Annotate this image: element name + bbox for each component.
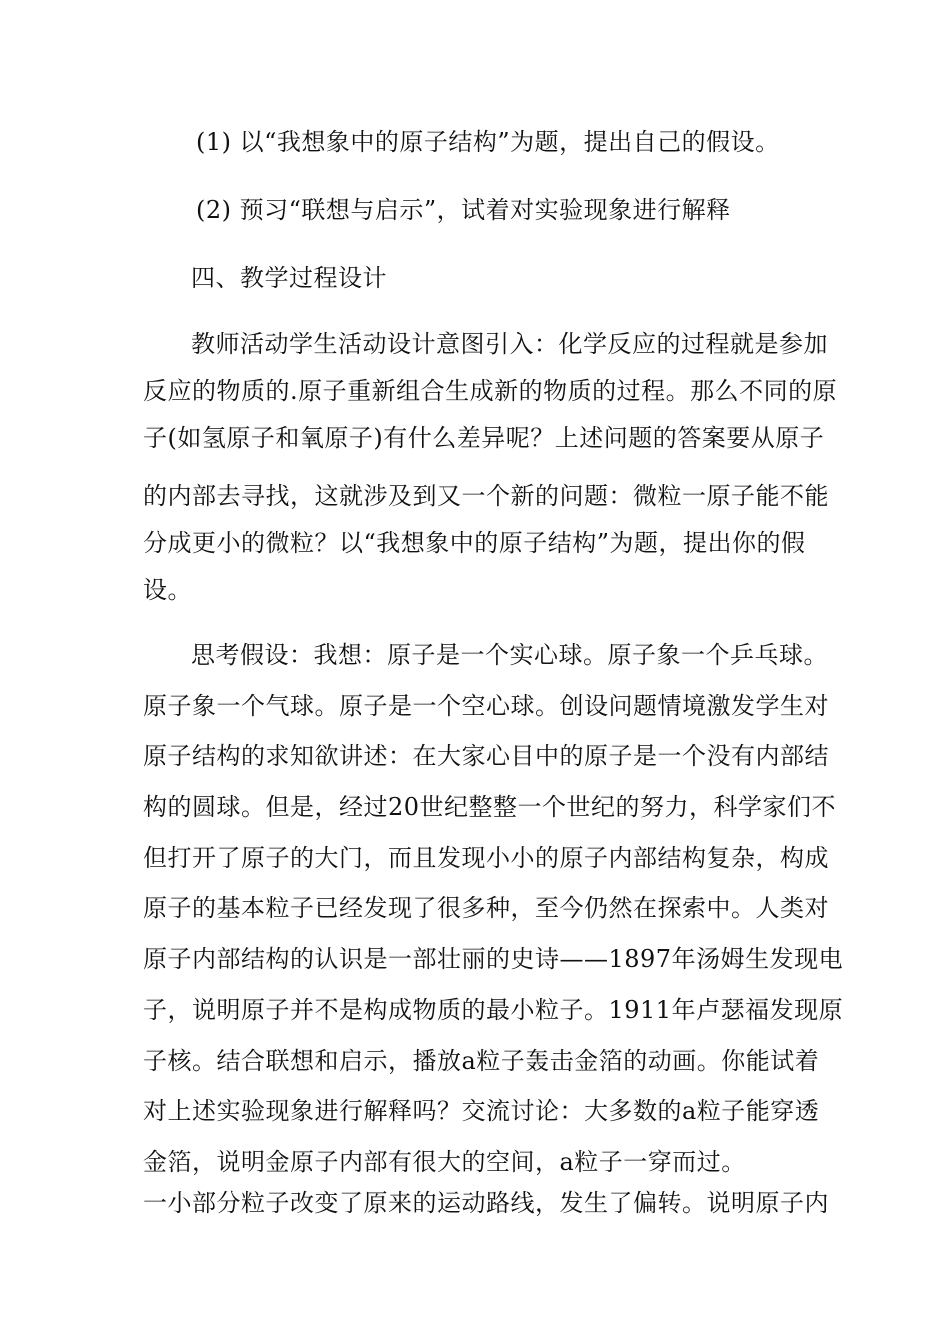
- list-item-1: (1) 以“我想象中的原子结构”为题，提出自己的假设。: [196, 128, 780, 156]
- paragraph-2-line: 构的圆球。但是，经过20世纪整整一个世纪的努力，科学家们不: [143, 793, 837, 821]
- section-heading: 四、教学过程设计: [191, 264, 387, 292]
- paragraph-1-line: 设。: [143, 576, 192, 604]
- paragraph-2-line: 原子结构的求知欲讲述：在大家心目中的原子是一个没有内部结: [143, 742, 829, 770]
- paragraph-1-line: 教师活动学生活动设计意图引入：化学反应的过程就是参加: [191, 330, 828, 358]
- paragraph-2-line: 子，说明原子并不是构成物质的最小粒子。1911年卢瑟福发现原: [143, 996, 844, 1024]
- paragraph-2-line: 子核。结合联想和启示，播放a粒子轰击金箔的动画。你能试着: [143, 1047, 820, 1075]
- paragraph-1-line: 反应的物质的.原子重新组合生成新的物质的过程。那么不同的原: [143, 377, 838, 405]
- paragraph-2-line: 原子象一个气球。原子是一个空心球。创设问题情境激发学生对: [143, 692, 829, 720]
- paragraph-2-line: 原子内部结构的认识是一部壮丽的史诗——1897年汤姆生发现电: [143, 945, 844, 973]
- paragraph-3-line: 一小部分粒子改变了原来的运动路线，发生了偏转。说明原子内: [143, 1189, 829, 1217]
- paragraph-1-line: 分成更小的微粒？以“我想象中的原子结构”为题，提出你的假: [143, 529, 806, 557]
- paragraph-2-line: 金箔，说明金原子内部有很大的空间，a粒子一穿而过。: [143, 1148, 746, 1176]
- paragraph-2-line: 思考假设：我想：原子是一个实心球。原子象一个乒乓球。: [191, 641, 828, 669]
- paragraph-2-line: 但打开了原子的大门，而且发现小小的原子内部结构复杂，构成: [143, 844, 829, 872]
- paragraph-2-line: 原子的基本粒子已经发现了很多种，至今仍然在探索中。人类对: [143, 894, 829, 922]
- paragraph-2-line: 对上述实验现象进行解释吗？交流讨论：大多数的a粒子能穿透: [143, 1097, 820, 1125]
- list-item-2: (2) 预习“联想与启示”，试着对实验现象进行解释: [196, 196, 731, 224]
- paragraph-1-line: 子(如氢原子和氧原子)有什么差异呢？上述问题的答案要从原子: [143, 424, 825, 452]
- paragraph-1-line: 的内部去寻找，这就涉及到又一个新的问题：微粒一原子能不能: [143, 482, 829, 510]
